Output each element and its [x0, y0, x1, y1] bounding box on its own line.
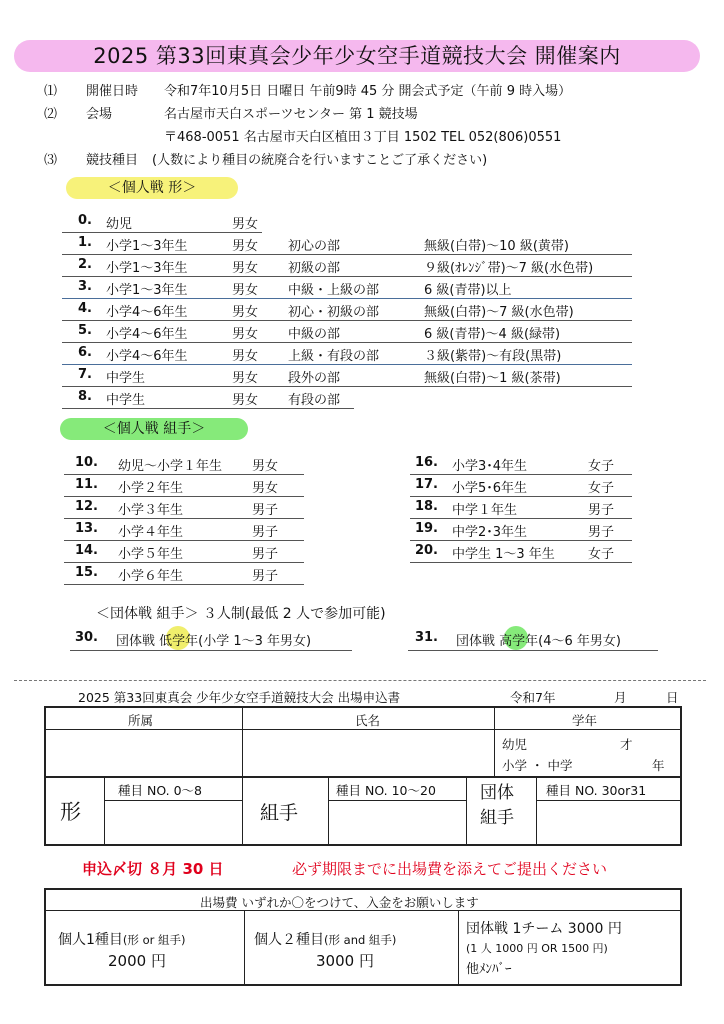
kata-belt: 無級(白帯)～10 級(黄帯)	[424, 239, 569, 254]
kumite-subline	[328, 800, 466, 801]
col-grade: 学年	[572, 713, 598, 728]
kata-no: 1.	[78, 235, 92, 250]
kata-row-underline	[62, 320, 632, 321]
fee-two-price: 3000 円	[316, 952, 374, 970]
kata-sex: 男女	[232, 327, 259, 342]
kata-sex: 男女	[232, 393, 259, 408]
kata-sex: 男女	[232, 371, 259, 386]
kata-division: 上級・有段の部	[288, 349, 380, 364]
info-no-3: ⑶	[44, 153, 58, 168]
deadline-label: 申込〆切 ８月 30 日	[82, 860, 224, 878]
cut-line	[14, 680, 706, 681]
kata-row	[64, 367, 634, 385]
kumite-row-underline	[64, 584, 304, 585]
kumite-row-underline	[64, 518, 304, 519]
kata-no: 4.	[78, 301, 92, 316]
kumite-row-underline	[410, 474, 632, 475]
info-value-events: (人数により種目の統廃合を行いますことご了承ください)	[152, 153, 488, 168]
kata-row	[64, 279, 634, 297]
kata-row-underline	[62, 276, 632, 277]
name-field[interactable]	[244, 731, 493, 775]
kata-sex: 男女	[232, 283, 259, 298]
event-divider-3	[328, 777, 329, 844]
team-subline	[536, 800, 680, 801]
form-date-era: 令和7年	[510, 690, 556, 705]
kata-grade: 小学4～6年生	[106, 327, 188, 342]
info-venue-address: 〒468-0051 名古屋市天白区植田３丁目 1502 TEL 052(806)0551	[164, 130, 562, 145]
team-no-31: 31.	[414, 630, 438, 645]
kata-section-header: ＜個人戦 形＞	[66, 177, 238, 199]
kumite-no: 17.	[414, 477, 438, 492]
kata-belt: ３級(紫帯)～有段(黒帯)	[424, 349, 562, 364]
info-no-2: ⑵	[44, 107, 58, 122]
kumite-sex: 男子	[252, 569, 279, 584]
kata-row	[64, 301, 634, 319]
form-divider-1	[242, 708, 243, 776]
kata-belt: 6 級(青帯)以上	[424, 283, 512, 298]
fee-two-events[interactable]	[254, 929, 396, 949]
event-divider-5	[536, 777, 537, 844]
team-underline-30	[70, 650, 352, 651]
info-label-events: 競技種目	[86, 153, 139, 168]
kumite-row	[410, 521, 640, 539]
kata-grade: 小学1～3年生	[106, 239, 188, 254]
kata-division: 初心の部	[288, 239, 341, 254]
kumite-grade: 小学３年生	[118, 503, 184, 518]
kumite-no: 12.	[74, 499, 98, 514]
kumite-sex: 男子	[588, 503, 615, 518]
kata-no: 3.	[78, 279, 92, 294]
kata-division: 中級・上級の部	[288, 283, 380, 298]
kata-row	[64, 323, 634, 341]
kumite-sex: 男子	[252, 525, 279, 540]
team-prefix-31: 団体戦	[456, 634, 500, 649]
fee-two-sub: (形 and 組手)	[324, 933, 397, 947]
kumite-row	[66, 521, 306, 539]
fee-one-price: 2000 円	[108, 952, 166, 970]
team-label-2: 組手	[480, 808, 514, 828]
form-header-line	[46, 729, 680, 730]
kumite-grade: 小学６年生	[118, 569, 184, 584]
team-row-31	[410, 630, 670, 648]
kumite-no: 10.	[74, 455, 98, 470]
form-divider-2	[494, 708, 495, 776]
kata-no: 0.	[78, 213, 92, 228]
kumite-no: 15.	[74, 565, 98, 580]
kumite-no: 14.	[74, 543, 98, 558]
kumite-row	[66, 499, 306, 517]
kumite-grade: 小学２年生	[118, 481, 184, 496]
kumite-grade: 幼児～小学１年生	[118, 459, 223, 474]
kumite-sex: 男女	[252, 459, 279, 474]
kumite-row-underline	[410, 518, 632, 519]
event-divider-1	[104, 777, 105, 844]
kata-sex: 男女	[232, 217, 259, 232]
kumite-row	[410, 477, 640, 495]
kumite-grade: 中学生 1～3 年生	[452, 547, 555, 562]
kumite-range: 種目 NO. 10～20	[336, 783, 436, 798]
kumite-grade: 中学１年生	[452, 503, 518, 518]
kata-row-underline	[62, 364, 632, 365]
page-title: 2025 第33回東真会少年少女空手道競技大会 開催案内	[14, 40, 700, 72]
kata-grade: 中学生	[106, 393, 146, 408]
kata-row	[64, 235, 634, 253]
kata-grade: 中学生	[106, 371, 146, 386]
fee-one-label: 個人1種目	[58, 932, 123, 948]
team-event-field[interactable]	[538, 802, 678, 842]
kata-grade: 小学1～3年生	[106, 261, 188, 276]
kata-division: 有段の部	[288, 393, 341, 408]
kumite-no: 20.	[414, 543, 438, 558]
fee-divider-2	[458, 911, 459, 984]
kata-division: 段外の部	[288, 371, 341, 386]
kata-grade: 小学4～6年生	[106, 349, 188, 364]
kata-row	[64, 257, 634, 275]
kata-grade: 小学1～3年生	[106, 283, 188, 298]
col-affiliation: 所属	[128, 713, 154, 728]
kumite-grade: 小学５年生	[118, 547, 184, 562]
kata-no: 6.	[78, 345, 92, 360]
team-mark-31: 高	[499, 634, 513, 649]
event-divider-2	[242, 777, 243, 844]
team-mark-30: 低	[159, 634, 173, 649]
kata-no: 2.	[78, 257, 92, 272]
fee-two-label: 個人２種目	[254, 932, 324, 948]
kumite-section-header: ＜個人戦 組手＞	[60, 418, 248, 440]
kumite-grade: 小学４年生	[118, 525, 184, 540]
kumite-label: 組手	[260, 802, 299, 824]
grade-kindergarten-label: 幼児	[502, 737, 528, 752]
kata-sex: 男女	[232, 261, 259, 276]
kumite-row-underline	[410, 540, 632, 541]
kumite-row	[410, 499, 640, 517]
kumite-no: 19.	[414, 521, 438, 536]
form-mid-line	[46, 776, 680, 778]
kumite-sex: 男子	[588, 525, 615, 540]
kumite-row-underline	[410, 496, 632, 497]
kata-grade: 幼児	[106, 217, 133, 232]
kumite-sex: 男子	[252, 503, 279, 518]
col-name: 氏名	[355, 713, 381, 728]
kata-subline	[104, 800, 242, 801]
affiliation-field[interactable]	[46, 731, 241, 775]
kata-row	[64, 213, 634, 231]
fee-team-line1[interactable]: 団体戦 1チーム 3000 円	[466, 921, 622, 937]
kumite-sex: 女子	[588, 481, 615, 496]
kumite-row	[410, 455, 640, 473]
team-range: 種目 NO. 30or31	[546, 783, 647, 798]
kumite-sex: 男子	[252, 547, 279, 562]
kumite-no: 11.	[74, 477, 98, 492]
kata-row-underline	[62, 232, 262, 233]
kata-sex: 男女	[232, 349, 259, 364]
kata-row-underline	[62, 298, 632, 299]
kata-belt: 無級(白帯)～7 級(水色帯)	[424, 305, 574, 320]
fee-team-line2: (1 人 1000 円 OR 1500 円)	[466, 942, 608, 955]
kata-belt: 無級(白帯)～1 級(茶帯)	[424, 371, 561, 386]
info-label-venue: 会場	[86, 107, 113, 122]
kumite-no: 16.	[414, 455, 438, 470]
kumite-row	[66, 565, 306, 583]
kumite-row	[66, 477, 306, 495]
team-label-1: 団体	[480, 783, 514, 803]
kumite-grade: 小学3･4年生	[452, 459, 528, 474]
kumite-grade: 小学5･6年生	[452, 481, 528, 496]
kumite-row	[410, 543, 640, 561]
deadline-note: 必ず期限までに出場費を添えてご提出ください	[292, 860, 608, 878]
fee-team-line3: 他ﾒﾝﾊﾞｰ	[466, 962, 512, 977]
kata-sex: 男女	[232, 305, 259, 320]
kumite-grade: 中学2･3年生	[452, 525, 528, 540]
kata-event-field[interactable]	[106, 802, 240, 842]
info-value-date: 令和7年10月5日 日曜日 午前9時 45 分 開会式予定（午前 9 時入場）	[164, 84, 572, 99]
kumite-row	[66, 455, 306, 473]
team-no-30: 30.	[74, 630, 98, 645]
form-heading: 2025 第33回東真会 少年少女空手道競技大会 出場申込書	[78, 690, 401, 705]
kumite-no: 13.	[74, 521, 98, 536]
kata-row-underline	[62, 342, 632, 343]
kumite-row-underline	[64, 496, 304, 497]
kata-sex: 男女	[232, 239, 259, 254]
kata-range: 種目 NO. 0～8	[118, 783, 203, 798]
team-section-header: ＜団体戦 組手＞ ３人制(最低 2 人で参加可能)	[96, 606, 386, 622]
grade-age-unit[interactable]: 才	[620, 737, 633, 752]
team-underline-31	[408, 650, 658, 651]
team-prefix-30: 団体戦	[116, 634, 160, 649]
kata-belt: ９級(ｵﾚﾝｼﾞ帯)～7 級(水色帯)	[424, 261, 594, 276]
kumite-no: 18.	[414, 499, 438, 514]
team-rest-31: 学年(4～6 年男女)	[512, 634, 621, 649]
kata-no: 7.	[78, 367, 92, 382]
kumite-row-underline	[64, 474, 304, 475]
fee-one-event[interactable]	[58, 929, 185, 949]
kata-no: 5.	[78, 323, 92, 338]
kata-no: 8.	[78, 389, 92, 404]
kumite-row-underline	[64, 540, 304, 541]
form-date-day: 日	[666, 690, 679, 705]
kata-belt: 6 級(青帯)～4 級(緑帯)	[424, 327, 561, 342]
kata-row	[64, 345, 634, 363]
grade-school-label[interactable]: 小学 ・ 中学	[502, 758, 573, 773]
form-date-month: 月	[614, 690, 627, 705]
kata-row-underline	[62, 254, 632, 255]
kata-row	[64, 389, 634, 407]
info-value-venue: 名古屋市天白スポーツセンター 第 1 競技場	[164, 107, 418, 122]
kata-division: 初級の部	[288, 261, 341, 276]
kata-row-underline	[62, 408, 354, 409]
kumite-row-underline	[410, 562, 632, 563]
kata-row-underline	[62, 386, 632, 387]
kumite-row	[66, 543, 306, 561]
team-text-31	[456, 630, 621, 649]
kata-grade: 小学4～6年生	[106, 305, 188, 320]
info-label-date: 開催日時	[86, 84, 139, 99]
kumite-event-field[interactable]	[330, 802, 464, 842]
kumite-sex: 男女	[252, 481, 279, 496]
kumite-sex: 女子	[588, 459, 615, 474]
kata-division: 中級の部	[288, 327, 341, 342]
kata-division: 初心・初級の部	[288, 305, 380, 320]
kumite-row-underline	[64, 562, 304, 563]
info-no-1: ⑴	[44, 84, 58, 99]
kata-label: 形	[60, 800, 81, 824]
fee-one-sub: (形 or 組手)	[122, 933, 186, 947]
event-divider-4	[466, 777, 467, 844]
kumite-sex: 女子	[588, 547, 615, 562]
team-rest-30: 学年(小学 1～3 年男女)	[172, 634, 312, 649]
grade-year-unit: 年	[652, 758, 665, 773]
fee-divider-1	[244, 911, 245, 984]
team-text-30	[116, 630, 311, 649]
team-row-30	[70, 630, 360, 648]
fee-header: 出場費 いずれか〇をつけて、入金をお願いします	[200, 895, 479, 910]
